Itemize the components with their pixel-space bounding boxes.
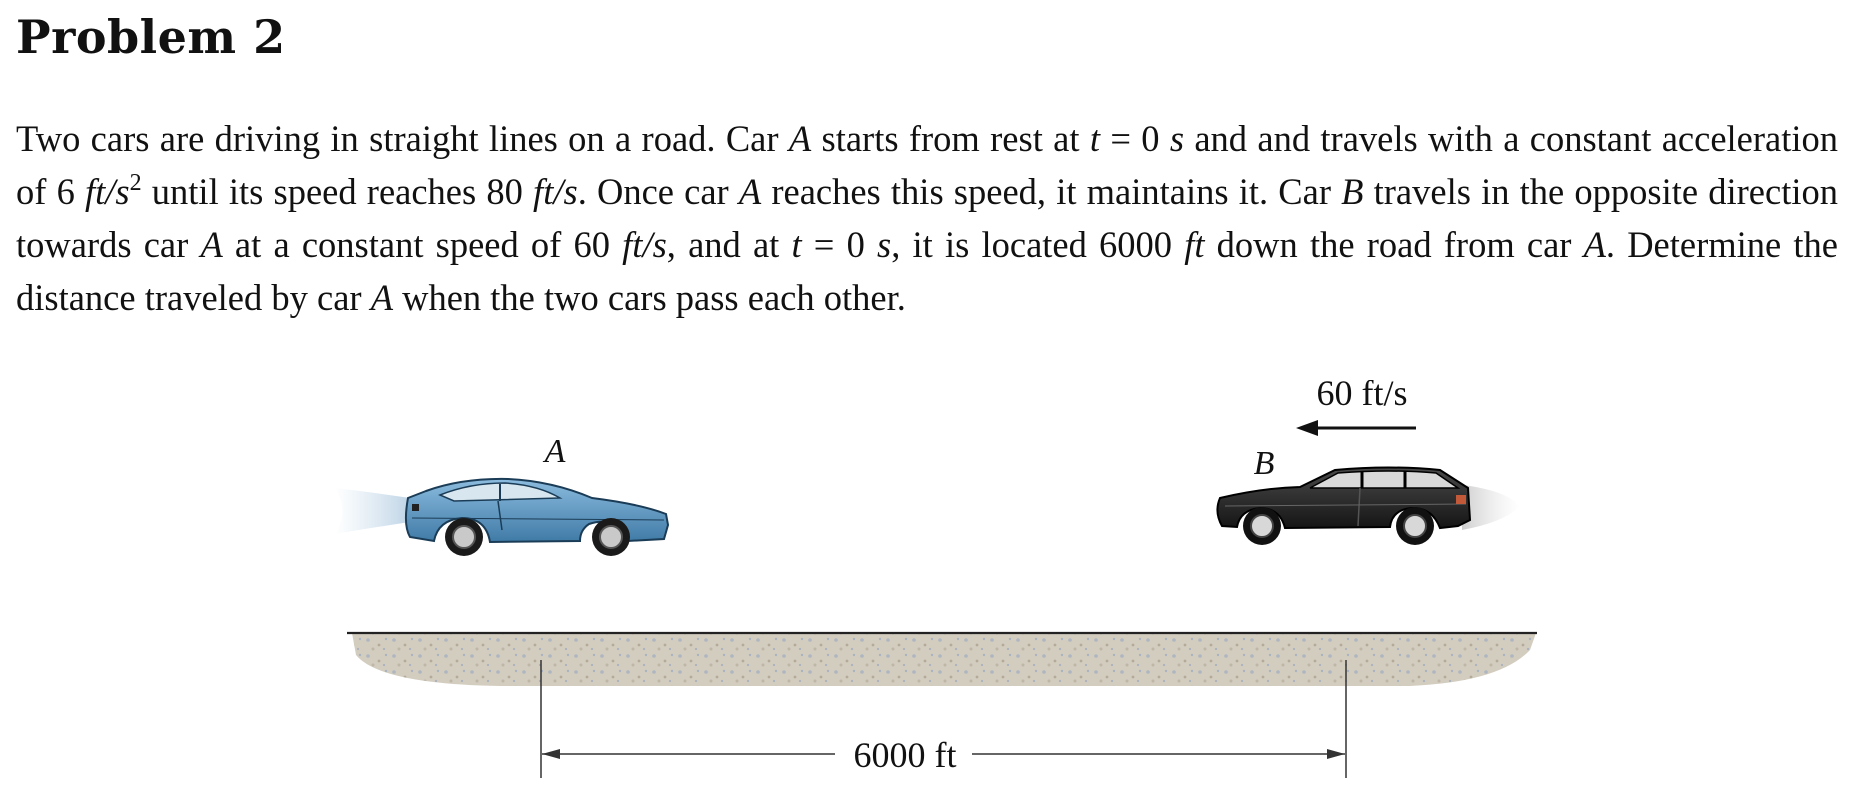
distance-label: 6000 ft	[853, 735, 957, 775]
car-a-symbol: A	[200, 224, 223, 265]
car-a-label: A	[544, 433, 566, 470]
acceleration-unit: ft/s	[84, 171, 130, 212]
text-segment: down the road from car	[1204, 224, 1584, 265]
text-segment: when the two cars pass each other.	[392, 277, 906, 318]
text-segment: . Determine the distance traveled by car	[16, 224, 1839, 318]
problem-statement	[16, 112, 1838, 324]
car-b-symbol: B	[1341, 171, 1364, 212]
car-a-symbol: A	[738, 171, 762, 212]
speed-unit: ft/s	[533, 171, 578, 212]
text-segment: travels in the opposite direction towards car	[16, 171, 1838, 265]
time-symbol: t	[1089, 118, 1100, 159]
text-segment: = 0	[801, 224, 877, 265]
distance-unit: ft	[1184, 224, 1205, 265]
speed-unit: ft/s	[622, 224, 667, 265]
road-ground	[347, 633, 1537, 686]
speed-label: 60 ft/s	[1316, 380, 1408, 413]
car-b-label: B	[1253, 445, 1275, 482]
text-segment: , and at	[666, 224, 792, 265]
car-a-symbol: A	[370, 277, 393, 318]
problem-title: Problem 2	[16, 10, 286, 64]
seconds-unit: s	[877, 224, 892, 265]
seconds-unit: s	[1169, 118, 1185, 159]
problem-figure	[0, 380, 1854, 797]
text-segment: . Once car	[577, 171, 739, 212]
time-symbol: t	[791, 224, 802, 265]
text-segment: and and travels with a constant acceleration of 6	[16, 118, 1838, 212]
car-a-illustration	[335, 479, 668, 556]
car-a-symbol: A	[1583, 224, 1606, 265]
text-segment: reaches this speed, it maintains it. Car	[761, 171, 1342, 212]
text-segment: at a constant speed of 60	[222, 224, 623, 265]
text-segment: starts from rest at	[811, 118, 1090, 159]
car-a-symbol: A	[788, 118, 812, 159]
speed-arrow	[1296, 420, 1416, 436]
text-segment: , it is located 6000	[891, 224, 1185, 265]
acceleration-exponent: 2	[129, 170, 142, 196]
text-segment: until its speed reaches 80	[141, 171, 534, 212]
text-segment: Two cars are driving in straight lines on a road. Car	[16, 118, 789, 159]
text-segment: = 0	[1100, 118, 1170, 159]
